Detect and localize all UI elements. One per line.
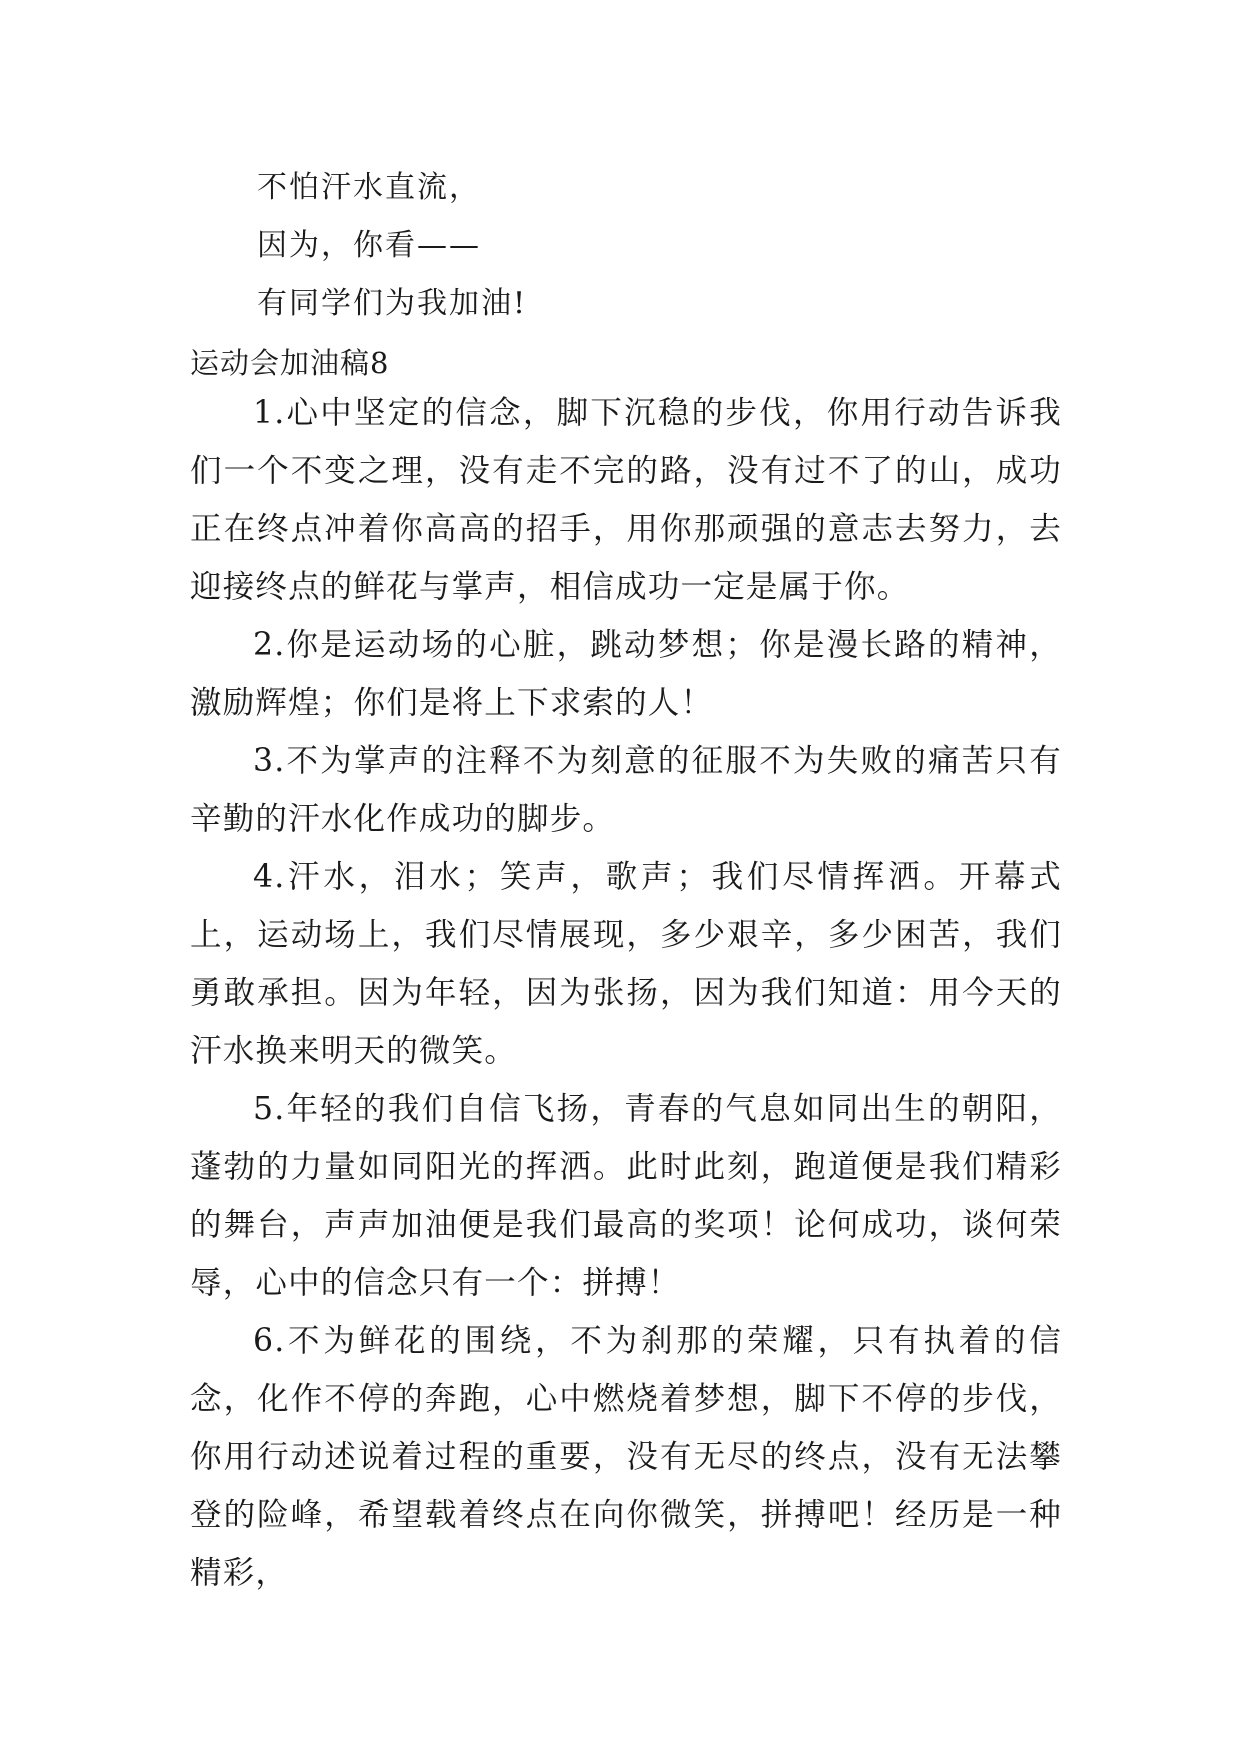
poem-line-2: 因为，你看—— [257,228,481,263]
paragraph-1: 1.心中坚定的信念，脚下沉稳的步伐，你用行动告诉我们一个不变之理，没有走不完的路，没有过不了的山，成功正在终点冲着你高高的招手，用你那顽强的意志去努力，去迎接终点的鲜花与掌声，相信成功一定是属于你。 [190,395,1062,605]
paragraph-3: 3.不为掌声的注释不为刻意的征服不为失败的痛苦只有辛勤的汗水化作成功的脚步。 [190,743,1062,837]
section-title: 运动会加油稿8 [190,346,390,380]
paragraph-6: 6.不为鲜花的围绕，不为刹那的荣耀，只有执着的信念，化作不停的奔跑，心中燃烧着梦想，脚下不停的步伐，你用行动述说着过程的重要，没有无尽的终点，没有无法攀登的险峰，希望载着终点在向你微笑，拼搏吧！经历是一种精彩， [190,1323,1062,1591]
paragraph-5: 5.年轻的我们自信飞扬，青春的气息如同出生的朝阳，蓬勃的力量如同阳光的挥洒。此时此刻，跑道便是我们精彩的舞台，声声加油便是我们最高的奖项！论何成功，谈何荣辱，心中的信念只有一个：拼搏！ [190,1091,1062,1301]
paragraph-2: 2.你是运动场的心脏，跳动梦想；你是漫长路的精神，激励辉煌；你们是将上下求索的人！ [190,627,1062,721]
paragraph-4: 4.汗水，泪水；笑声，歌声；我们尽情挥洒。开幕式上，运动场上，我们尽情展现，多少艰辛，多少困苦，我们勇敢承担。因为年轻，因为张扬，因为我们知道：用今天的汗水换来明天的微笑。 [190,859,1062,1069]
poem-line-3: 有同学们为我加油! [257,286,528,321]
poem-line-1: 不怕汗水直流， [257,170,481,205]
